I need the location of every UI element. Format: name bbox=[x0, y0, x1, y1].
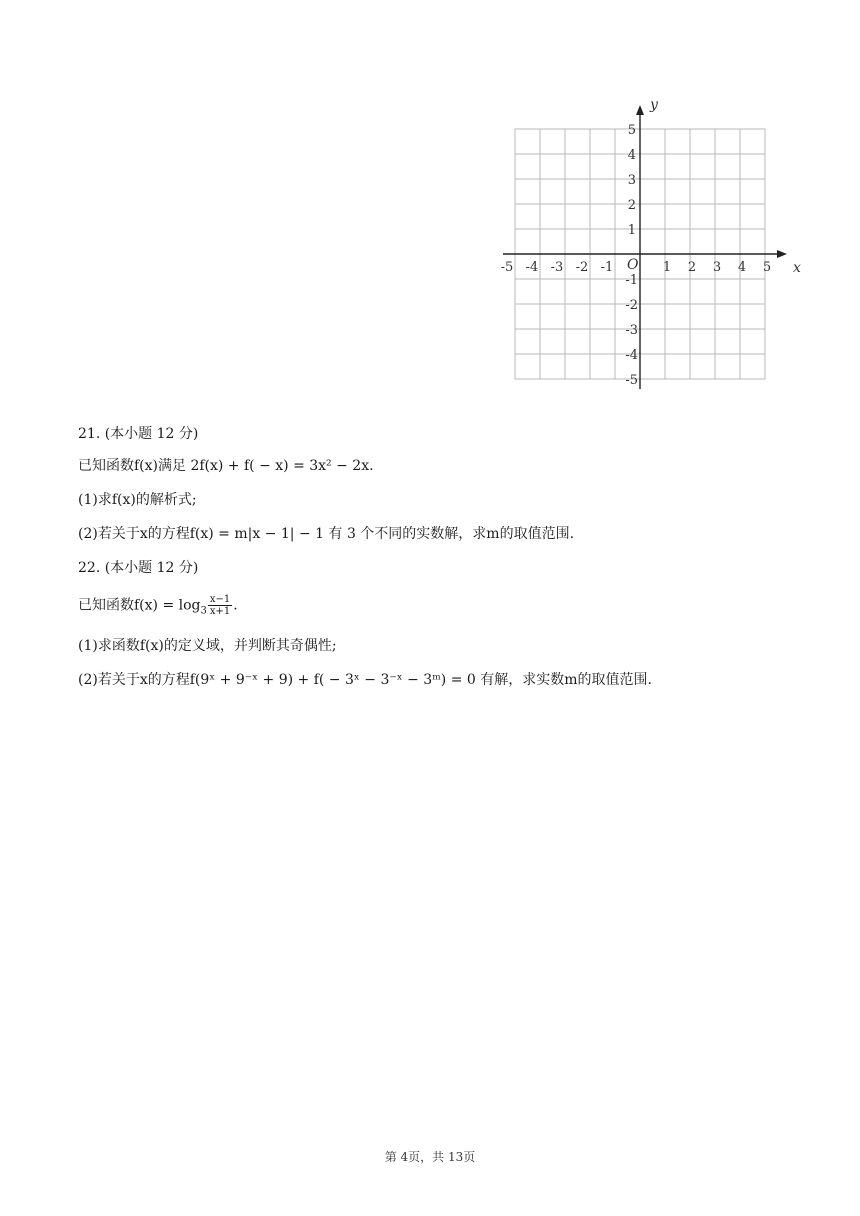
origin-label: O bbox=[627, 257, 639, 273]
q21-condition: 已知函数f(x)满足 2f(x) + f( − x) = 3x² − 2x. bbox=[78, 458, 374, 474]
y-tick-label: 4 bbox=[627, 148, 636, 163]
q22-heading: 22. (本小题 12 分) bbox=[78, 560, 199, 576]
q21-part1: (1)求f(x)的解析式; bbox=[78, 492, 197, 508]
q22-condition-prefix: 已知函数f(x) = log bbox=[78, 597, 201, 614]
coordinate-grid-svg bbox=[500, 96, 800, 396]
x-tick-label: -2 bbox=[575, 260, 589, 275]
y-tick-label: -2 bbox=[625, 298, 638, 313]
y-tick-label: 1 bbox=[627, 223, 636, 238]
y-tick-label: 5 bbox=[627, 123, 636, 138]
q22-part2: (2)若关于x的方程f(9ˣ + 9⁻ˣ + 9) + f( − 3ˣ − 3⁻ˣ − 3ᵐ) = 0 有解，求实数m的取值范围. bbox=[78, 672, 652, 688]
y-tick-label: -5 bbox=[625, 373, 638, 388]
y-tick-label: -3 bbox=[625, 323, 638, 338]
q22-part1: (1)求函数f(x)的定义域，并判断其奇偶性; bbox=[78, 638, 337, 654]
x-axis-label: x bbox=[793, 260, 801, 276]
y-axis-label: y bbox=[650, 97, 658, 113]
y-tick-label: 2 bbox=[627, 198, 636, 213]
x-tick-label: 1 bbox=[662, 260, 672, 275]
x-tick-label: -3 bbox=[550, 260, 564, 275]
q21-part2: (2)若关于x的方程f(x) = m|x − 1| − 1 有 3 个不同的实数解，求m的取值范围. bbox=[78, 526, 575, 542]
q22-log-base: 3 bbox=[200, 605, 207, 617]
q22-fraction-numerator: x−1 bbox=[209, 594, 231, 605]
q21-heading: 21. (本小题 12 分) bbox=[78, 426, 199, 442]
x-tick-label: -4 bbox=[525, 260, 539, 275]
x-tick-label: -5 bbox=[500, 260, 514, 275]
q22-fraction bbox=[208, 594, 232, 617]
q22-condition-suffix: . bbox=[233, 597, 238, 614]
x-tick-label: 4 bbox=[737, 260, 747, 275]
coordinate-grid bbox=[500, 96, 800, 396]
x-tick-label: 3 bbox=[712, 260, 722, 275]
y-tick-label: -1 bbox=[625, 273, 638, 288]
y-tick-label: 3 bbox=[627, 173, 636, 188]
x-tick-label: 5 bbox=[762, 260, 772, 275]
y-tick-label: -4 bbox=[625, 348, 638, 363]
x-tick-label: 2 bbox=[687, 260, 697, 275]
page-footer: 第 4页，共 13页 bbox=[384, 1150, 476, 1164]
x-axis-arrow-icon bbox=[777, 250, 787, 258]
q22-fraction-denominator: x+1 bbox=[209, 606, 231, 617]
q22-condition bbox=[78, 594, 238, 621]
x-tick-label: -1 bbox=[600, 260, 614, 275]
y-axis-arrow-icon bbox=[636, 105, 644, 115]
